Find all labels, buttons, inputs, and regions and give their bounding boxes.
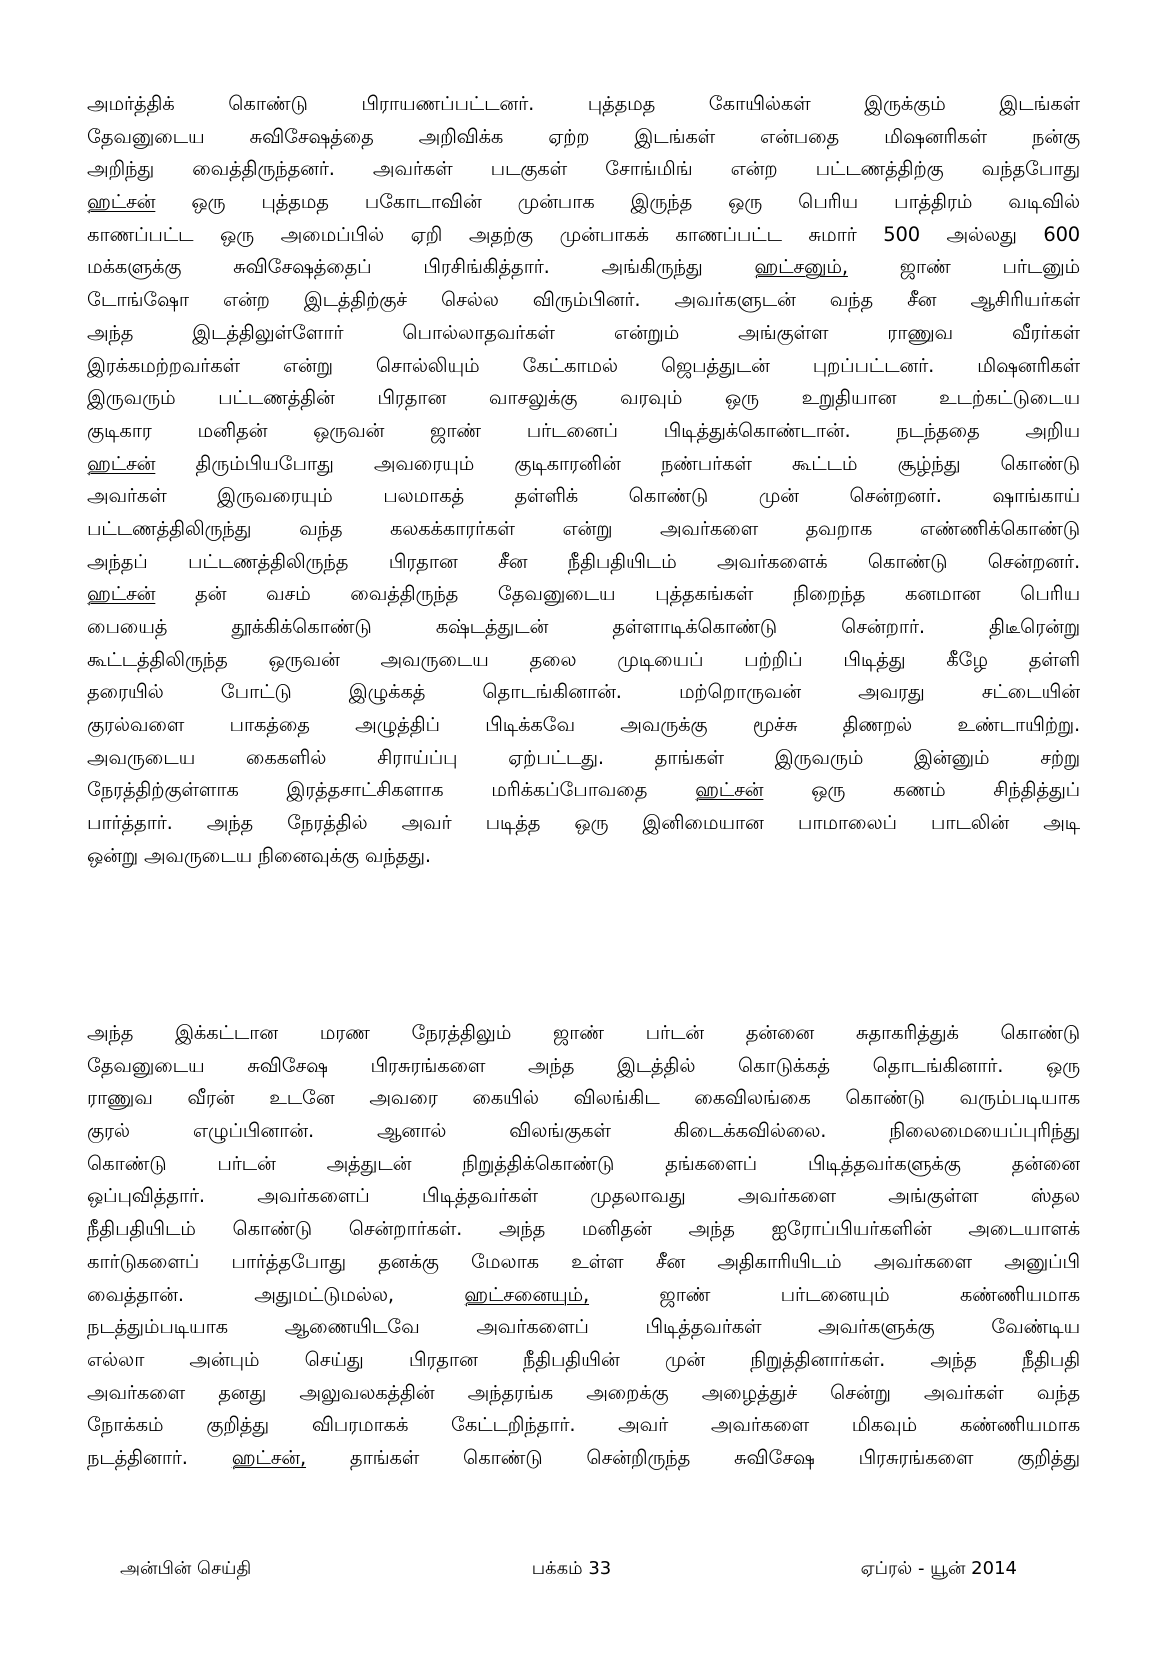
text-line: அந்த இக்கட்டான மரண நேரத்திலும் ஜாண் பர்டன் தன்னை சுதாகரித்துக் கொண்டு	[87, 1021, 1080, 1044]
underlined-name: ஹட்சன்,	[231, 1445, 307, 1469]
text-line: ஒப்புவித்தார். அவர்களைப் பிடித்தவர்கள் முதலாவது அவர்களை அங்குள்ள ஸ்தல	[87, 1184, 1080, 1208]
text-line: நீதிபதியிடம் கொண்டு சென்றார்கள். அந்த மனிதன் அந்த ஐரோப்பியர்களின் அடையாளக்	[87, 1217, 1080, 1241]
text-line: கொண்டு பர்டன் அத்துடன் நிறுத்திக்கொண்டு தங்களைப் பிடித்தவர்களுக்கு தன்னை	[87, 1151, 1080, 1175]
text-line: காணப்பட்ட ஒரு அமைப்பில் ஏறி அதற்கு முன்பாகக் காணப்பட்ட சுமார் 500 அல்லது 600	[87, 222, 1080, 246]
text-line: அவர்கள் இருவரையும் பலமாகத் தள்ளிக் கொண்டு முன் சென்றனர். ஷாங்காய்	[87, 484, 1080, 508]
underlined-name: ஹட்சனும்,	[754, 255, 848, 279]
underlined-name: ஹட்சன்	[695, 778, 764, 802]
text-line: எல்லா அன்பும் செய்து பிரதான நீதிபதியின் முன் நிறுத்தினார்கள். அந்த நீதிபதி	[87, 1347, 1080, 1371]
text-line: குடிகார மனிதன் ஒருவன் ஜாண் பர்டனைப் பிடித்துக்கொண்டான். நடந்ததை அறிய	[87, 418, 1080, 442]
text-line: தேவனுடைய சுவிசேஷத்தை அறிவிக்க ஏற்ற இடங்கள் என்பதை மிஷனரிகள் நன்கு	[87, 124, 1080, 148]
text-line: தேவனுடைய சுவிசேஷ பிரசுரங்களை அந்த இடத்தில் கொடுக்கத் தொடங்கினார். ஒரு	[87, 1053, 1080, 1077]
text-line: குரல் எழுப்பினான். ஆனால் விலங்குகள் கிடைக்கவில்லை. நிலைமையைப்புரிந்து	[87, 1119, 1080, 1143]
underlined-name: ஹட்சனையும்,	[464, 1282, 590, 1306]
text-line: தரையில் போட்டு இழுக்கத் தொடங்கினான். மற்றொருவன் அவரது சட்டையின்	[87, 680, 1080, 704]
text-line: ஹட்சன் ஒரு புத்தமத பகோடாவின் முன்பாக இருந்த ஒரு பெரிய பாத்திரம் வடிவில்	[87, 190, 1080, 214]
text-line: அமர்த்திக் கொண்டு பிராயணப்பட்டனர். புத்தமத கோயில்கள் இருக்கும் இடங்கள்	[87, 92, 1080, 115]
paragraph-2	[87, 1017, 1080, 1475]
text-line: நோக்கம் குறித்து விபரமாகக் கேட்டறிந்தார். அவர் அவர்களை மிகவும் கண்ணியமாக	[87, 1413, 1080, 1437]
text-line: குரல்வளை பாகத்தை அழுத்திப் பிடிக்கவே அவருக்கு மூச்சு திணறல் உண்டாயிற்று.	[87, 713, 1080, 737]
text-line: பட்டணத்திலிருந்து வந்த கலகக்காரர்கள் என்று அவர்களை தவறாக எண்ணிக்கொண்டு	[87, 516, 1080, 540]
text-line: கூட்டத்திலிருந்த ஒருவன் அவருடைய தலை முடியைப் பற்றிப் பிடித்து கீழே தள்ளி	[87, 647, 1080, 671]
underlined-name: ஹட்சன்	[87, 451, 156, 475]
text-line: கார்டுகளைப் பார்த்தபோது தனக்கு மேலாக உள்ள சீன அதிகாரியிடம் அவர்களை அனுப்பி	[87, 1249, 1080, 1273]
paragraph-1	[87, 88, 1080, 873]
text-line: அறிந்து வைத்திருந்தனர். அவர்கள் படகுகள் சோங்மிங் என்ற பட்டணத்திற்கு வந்தபோது	[87, 157, 1080, 181]
text-line: அந்தப் பட்டணத்திலிருந்த பிரதான சீன நீதிபதியிடம் அவர்களைக் கொண்டு சென்றனர்.	[87, 549, 1080, 573]
text-line: நேரத்திற்குள்ளாக இரத்தசாட்சிகளாக மரிக்கப்போவதை ஹட்சன் ஒரு கணம் சிந்தித்துப்	[87, 778, 1080, 802]
text-line: வைத்தான். அதுமட்டுமல்ல, ஹட்சனையும், ஜாண் பர்டனையும் கண்ணியமாக	[87, 1282, 1080, 1306]
underlined-name: ஹட்சன்	[87, 190, 156, 214]
text-line: மக்களுக்கு சுவிசேஷத்தைப் பிரசிங்கித்தார். அங்கிருந்து ஹட்சனும், ஜாண் பர்டனும்	[87, 255, 1080, 279]
text-line: ராணுவ வீரன் உடனே அவரை கையில் விலங்கிட கைவிலங்கை கொண்டு வரும்படியாக	[87, 1086, 1080, 1110]
page-footer	[0, 1554, 1167, 1584]
text-line: பார்த்தார். அந்த நேரத்தில் அவர் படித்த ஒரு இனிமையான பாமாலைப் பாடலின் அடி	[87, 811, 1080, 835]
text-line: இரக்கமற்றவர்கள் என்று சொல்லியும் கேட்காமல் ஜெபத்துடன் புறப்பட்டனர். மிஷனரிகள்	[87, 353, 1080, 377]
text-line: இருவரும் பட்டணத்தின் பிரதான வாசலுக்கு வரவும் ஒரு உறுதியான உடற்கட்டுடைய	[87, 386, 1080, 410]
text-line: நடத்தும்படியாக ஆணையிடவே அவர்களைப் பிடித்தவர்கள் அவர்களுக்கு வேண்டிய	[87, 1315, 1080, 1339]
text-line: ஒன்று அவருடைய நினைவுக்கு வந்தது.	[87, 843, 431, 867]
text-line: அந்த இடத்திலுள்ளோர் பொல்லாதவர்கள் என்றும் அங்குள்ள ராணுவ வீரர்கள்	[87, 320, 1080, 344]
issue-date: ஏப்ரல் - யூன் 2014	[860, 1558, 1017, 1579]
text-line: அவருடைய கைகளில் சிராய்ப்பு ஏற்பட்டது. தாங்கள் இருவரும் இன்னும் சற்று	[87, 745, 1080, 769]
text-line: நடத்தினார். ஹட்சன், தாங்கள் கொண்டு சென்றிருந்த சுவிசேஷ பிரசுரங்களை குறித்து	[87, 1445, 1080, 1469]
text-line: அவர்களை தனது அலுவலகத்தின் அந்தரங்க அறைக்கு அழைத்துச் சென்று அவர்கள் வந்த	[87, 1380, 1080, 1404]
text-line: ஹட்சன் திரும்பியபோது அவரையும் குடிகாரனின் நண்பர்கள் கூட்டம் சூழ்ந்து கொண்டு	[87, 451, 1080, 475]
text-line: ஹட்சன் தன் வசம் வைத்திருந்த தேவனுடைய புத்தகங்கள் நிறைந்த கனமான பெரிய	[87, 582, 1080, 606]
page-number: பக்கம் 33	[531, 1558, 612, 1579]
text-line: டோங்ஷோ என்ற இடத்திற்குச் செல்ல விரும்பினர். அவர்களுடன் வந்த சீன ஆசிரியர்கள்	[87, 288, 1080, 312]
underlined-name: ஹட்சன்	[87, 582, 156, 606]
publication-name: அன்பின் செய்தி	[120, 1558, 252, 1579]
text-line: பையைத் தூக்கிக்கொண்டு கஷ்டத்துடன் தள்ளாடிக்கொண்டு சென்றார். திடீரென்று	[87, 615, 1080, 638]
